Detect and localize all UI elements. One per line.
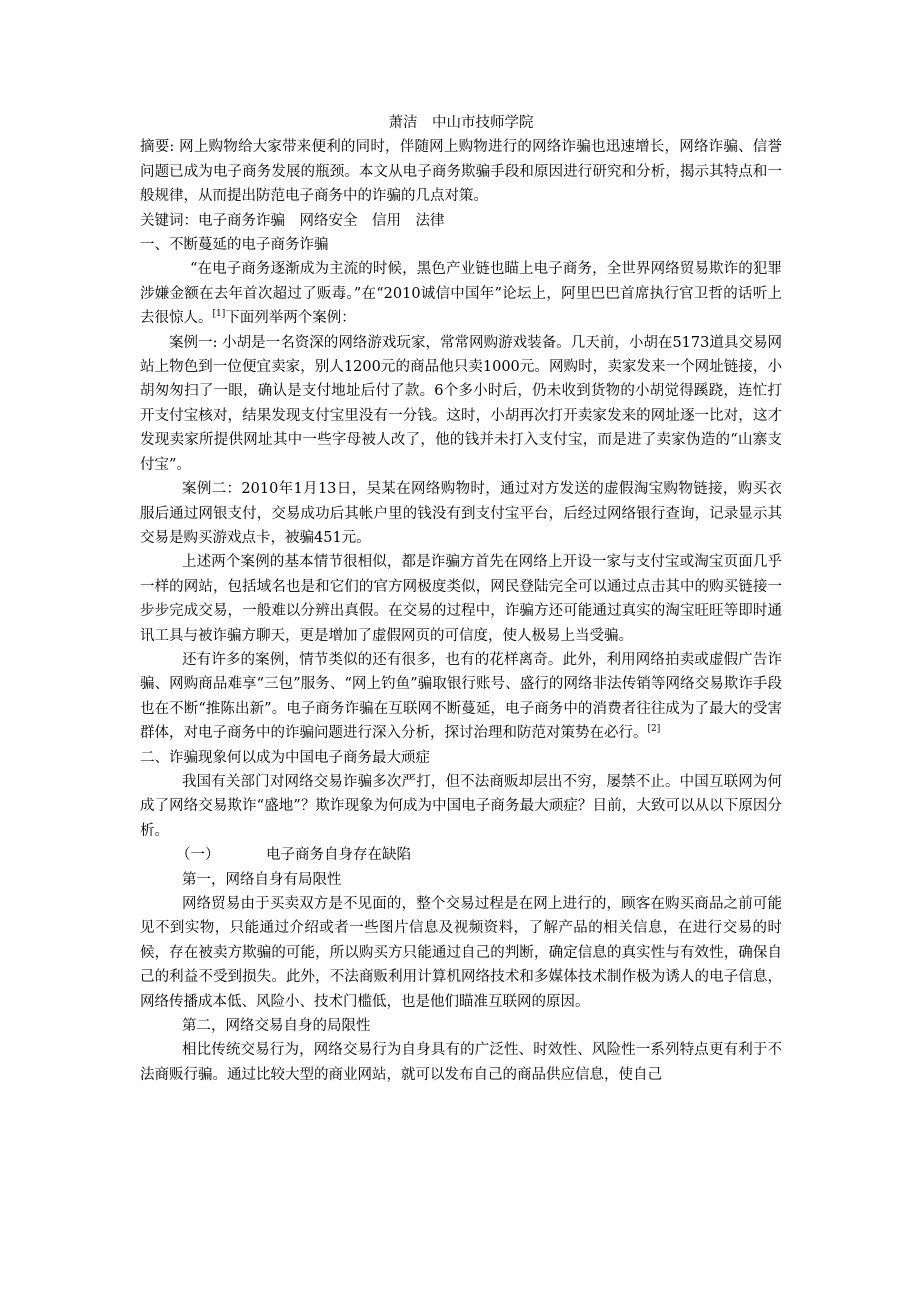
author-line: 萧洁 中山市技师学院	[388, 115, 534, 131]
section-1-paragraph-5	[140, 648, 782, 746]
section-2-paragraph-1: 我国有关部门对网络交易诈骗多次严打，但不法商贩却层出不穷，屡禁不止。中国互联网为何成了网络交易欺诈“盛地”？欺诈现象为何成为中国电子商务最大顽症？目前，大致可以从以下原因分析。	[140, 773, 782, 839]
paragraph-text: “在电子商务逐渐成为主流的时候，黑色产业链也瞄上电子商务，全世界网络贸易欺诈的犯罪涉嫌金额在去年首次超过了贩毒。”在“2010诚信中国年”论坛上，阿里巴巴首席执行官卫哲的话听上去很惊人。	[140, 261, 782, 327]
keywords: 关键词：电子商务诈骗 网络安全 信用 法律	[140, 212, 445, 229]
subsection-number: （一）	[176, 847, 220, 864]
case-1-paragraph: 案例一: 小胡是一名资深的网络游戏玩家，常常网购游戏装备。几天前，小胡在5173道具交易网站上物色到一位便宜卖家，别人1200元的商品他只卖1000元。网购时，卖家发来一个网址链接，小胡匆匆扫了一眼，确认是支付地址后付了款。6个多小时后，仍未收到货物的小胡觉得蹊跷，连忙打开支付宝核对，结果发现支付宝里没有一分钱。这时，小胡再次打开卖家发来的网址逐一比对，这才发现卖家所提供网址其中一些字母被人改了，他的钱并未打入支付宝，而是进了卖家伪造的“山寨支付宝”。	[140, 334, 782, 473]
point-2-body: 相比传统交易行为，网络交易行为自身具有的广泛性、时效性、风险性一系列特点更有利于不法商贩行骗。通过比较大型的商业网站，就可以发布自己的商品供应信息，使自己	[140, 1042, 782, 1083]
section-1-paragraph-4: 上述两个案例的基本情节很相似，都是诈骗方首先在网络上开设一家与支付宝或淘宝页面几乎一样的网站，包括域名也是和它们的官方网极度类似，网民登陆完全可以通过点击其中的购买链接一步步完成交易，一般难以分辨出真假。在交易的过程中，诈骗方还可能通过真实的淘宝旺旺等即时通讯工具与被诈骗方聊天，更是增加了虚假网页的可信度，使人极易上当受骗。	[140, 554, 782, 644]
paragraph-text: 还有许多的案例，情节类似的还有很多，也有的花样离奇。此外，利用网络拍卖或虚假广告诈骗、网购商品难享“三包”服务、“网上钓鱼”骗取银行账号、盛行的网络非法传销等网络交易欺诈手段也在不断“推陈出新”。电子商务诈骗在互联网不断蔓延，电子商务中的消费者往往成为了最大的受害群体，对电子商务中的诈骗问题进行深入分析，探讨治理和防范对策势在必行。	[140, 651, 782, 742]
point-1-body: 网络贸易由于买卖双方是不见面的，整个交易过程是在网上进行的，顾客在购买商品之前可能见不到实物，只能通过介绍或者一些图片信息及视频资料，了解产品的相关信息，在进行交易的时候，存在被卖方欺骗的可能，所以购买方只能通过自己的判断，确定信息的真实性与有效性，确保自己的利益不受到损失。此外，不法商贩利用计算机网络技术和多媒体技术制作极为诱人的电子信息，网络传播成本低、风险小、技术门槛低，也是他们瞄准互联网的原因。	[140, 896, 782, 1010]
paragraph-text-tail: 下面列举两个案例：	[225, 310, 356, 327]
abstract: 摘要: 网上购物给大家带来便利的同时，伴随网上购物进行的网络诈骗也迅速增长，网络诈骗、信誉问题已成为电子商务发展的瓶颈。本文从电子商务欺骗手段和原因进行研究和分析，揭示其特点和一般规律，从而提出防范电子商务中的诈骗的几点对策。	[140, 139, 782, 205]
case-2-paragraph: 案例二：2010年1月13日，吴某在网络购物时，通过对方发送的虚假淘宝购物链接，购买衣服后通过网银支付，交易成功后其帐户里的钱没有到支付宝平台，后经过网络银行查询，记录显示其交易是购买游戏点卡，被骗451元。	[140, 481, 782, 546]
subsection-title: 电子商务自身存在缺陷	[266, 847, 411, 864]
point-2-heading: 第二，网络交易自身的局限性	[182, 1018, 371, 1035]
section-1-paragraph-1	[140, 257, 782, 330]
document-page	[140, 111, 782, 1087]
section-1-heading: 一、不断蔓延的电子商务诈骗	[140, 237, 329, 254]
subsection-heading-1	[140, 843, 782, 867]
section-2-heading: 二、诈骗现象何以成为中国电子商务最大顽症	[140, 749, 430, 766]
citation-1: [1]	[212, 309, 226, 320]
point-1-heading: 第一，网络自身有局限性	[182, 871, 342, 888]
citation-2: [2]	[647, 724, 661, 735]
